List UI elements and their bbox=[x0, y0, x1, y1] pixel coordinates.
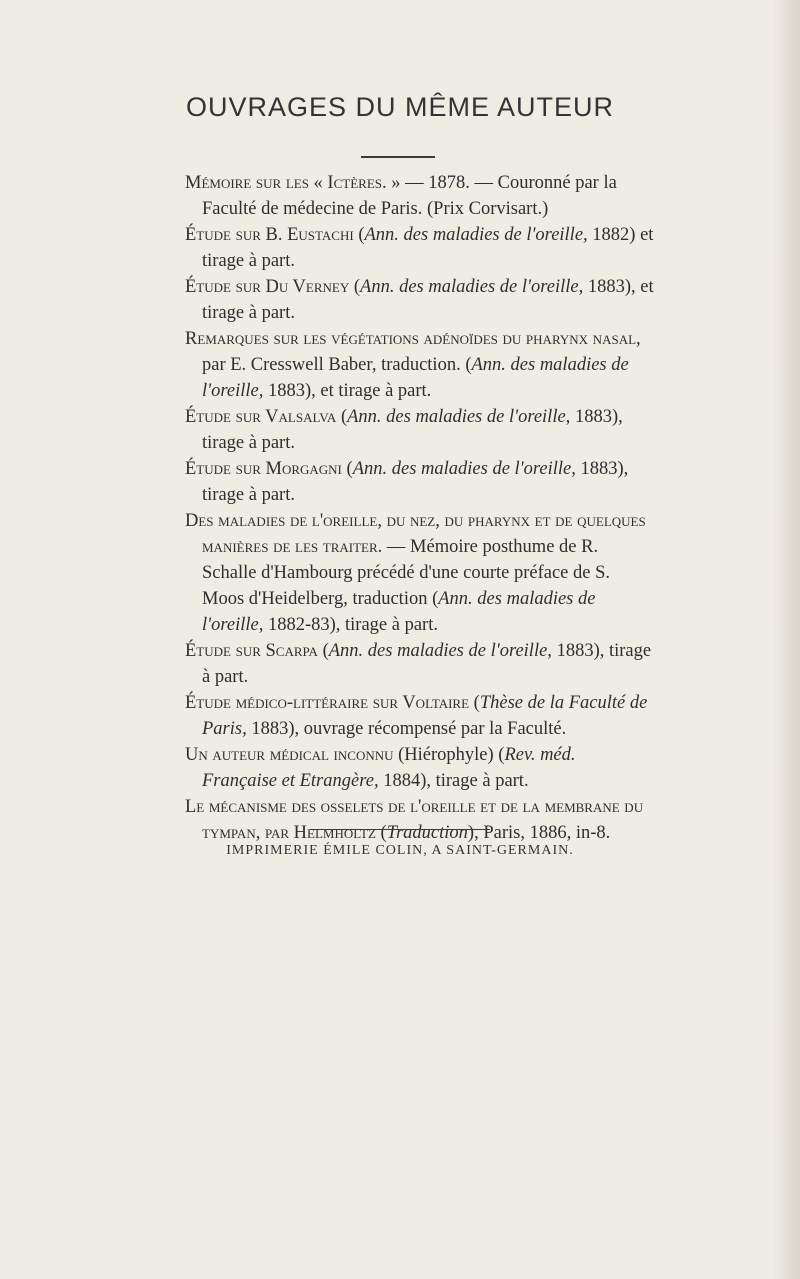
work-entry bbox=[185, 404, 655, 456]
work-title: Des maladies de l'oreille, du nez, du pharynx et de quelques manières de les traiter. bbox=[185, 511, 646, 557]
work-title: Remarques sur les végétations adénoïdes du pharynx nasal, bbox=[185, 329, 641, 349]
work-entry bbox=[185, 222, 655, 274]
work-title: Étude sur Morgagni bbox=[185, 459, 342, 479]
work-details: ( bbox=[349, 277, 361, 297]
work-publication: Ann. des maladies de l'oreille, bbox=[328, 641, 552, 661]
footer-rule bbox=[310, 829, 490, 830]
work-details-end: 1883), tirage à part. bbox=[202, 459, 629, 505]
work-publication: Traduction bbox=[386, 823, 468, 843]
work-details-end: 1882-83), tirage à part. bbox=[263, 615, 438, 635]
work-entry bbox=[185, 638, 655, 690]
page-heading: OUVRAGES DU MÊME AUTEUR bbox=[185, 92, 615, 122]
printer-imprint: IMPRIMERIE ÉMILE COLIN, A SAINT-GERMAIN. bbox=[226, 843, 574, 858]
work-entry bbox=[185, 508, 655, 638]
work-details: ( bbox=[469, 693, 480, 713]
work-details: ( bbox=[341, 459, 353, 479]
work-details-end: 1883), tirage à part. bbox=[202, 641, 652, 687]
work-entry bbox=[185, 326, 655, 404]
work-entry bbox=[185, 170, 655, 222]
work-entry bbox=[185, 690, 655, 742]
work-entry bbox=[185, 742, 655, 794]
work-details: — 1878. — Couronné par la Faculté de médecine de Paris. (Prix Corvisart.) bbox=[202, 173, 617, 219]
work-publication: Ann. des maladies de l'oreille, bbox=[202, 355, 629, 401]
work-details-end: 1883), tirage à part. bbox=[202, 407, 623, 453]
work-details-end: 1883), et tirage à part. bbox=[202, 277, 654, 323]
work-title: Le mécanisme des osselets de l'oreille et de la membrane du tympan, par Helmholtz bbox=[185, 797, 644, 843]
work-details-end: 1884), tirage à part. bbox=[378, 771, 529, 791]
work-publication: Rev. méd. Française et Etrangère, bbox=[202, 745, 576, 791]
work-details-end: ), Paris, 1886, in-8. bbox=[467, 823, 611, 843]
work-entry bbox=[185, 456, 655, 508]
work-details: par E. Cresswell Baber, traduction. ( bbox=[202, 355, 472, 375]
works-list bbox=[185, 170, 655, 846]
work-details: ( bbox=[353, 225, 365, 245]
work-details-end: 1882) et tirage à part. bbox=[202, 225, 654, 271]
work-title: Étude sur Valsalva bbox=[185, 407, 337, 427]
work-publication: Thèse de la Faculté de Paris, bbox=[202, 693, 648, 739]
work-title: Étude sur Scarpa bbox=[185, 641, 318, 661]
work-details: ( bbox=[336, 407, 348, 427]
work-publication: Ann. des maladies de l'oreille, bbox=[202, 589, 596, 635]
page-edge-shadow bbox=[772, 0, 800, 1279]
work-title: Étude sur B. Eustachi bbox=[185, 225, 354, 245]
work-publication: Ann. des maladies de l'oreille, bbox=[360, 277, 584, 297]
work-details: — Mémoire posthume de R. Schalle d'Hambourg précédé d'une courte préface de S. Moos d'Heidelberg, traduction ( bbox=[202, 537, 611, 609]
work-publication: Ann. des maladies de l'oreille, bbox=[364, 225, 588, 245]
work-publication: Ann. des maladies de l'oreille, bbox=[347, 407, 571, 427]
work-entry bbox=[185, 274, 655, 326]
work-details: (Hiérophyle) ( bbox=[393, 745, 505, 765]
work-title: Un auteur médical inconnu bbox=[185, 745, 394, 765]
work-title: Mémoire sur les « Ictères. » bbox=[185, 173, 401, 193]
work-details: ( bbox=[375, 823, 387, 843]
work-publication: Ann. des maladies de l'oreille, bbox=[352, 459, 576, 479]
work-title: Étude sur Du Verney bbox=[185, 277, 350, 297]
work-details-end: 1883), ouvrage récompensé par la Faculté. bbox=[246, 719, 567, 739]
work-details-end: 1883), et tirage à part. bbox=[263, 381, 432, 401]
work-title: Étude médico-littéraire sur Voltaire bbox=[185, 693, 470, 713]
work-entry bbox=[185, 794, 655, 846]
heading-rule bbox=[361, 156, 435, 158]
work-details: ( bbox=[317, 641, 329, 661]
